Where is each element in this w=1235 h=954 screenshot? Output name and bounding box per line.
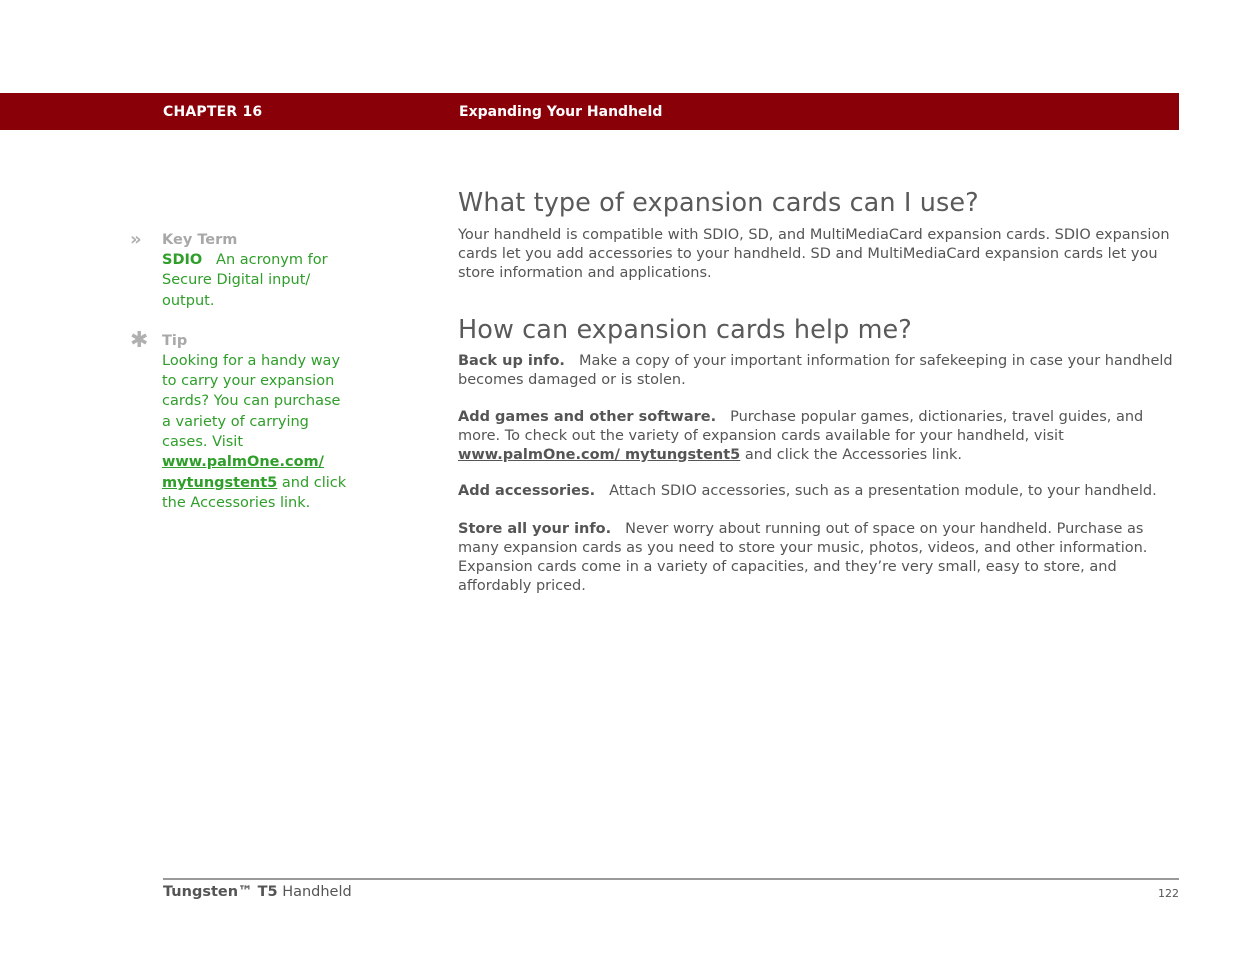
key-term-heading: Key Term (162, 232, 238, 248)
footer-product-name: Tungsten™ T5 (163, 884, 278, 900)
footer-product-suffix: Handheld (282, 884, 352, 900)
key-term-block (130, 230, 360, 311)
tip-text-after: and click the Accessories link. (162, 474, 347, 511)
help-item-text: Attach SDIO accessories, such as a presentation module, to your handheld. (609, 483, 1157, 500)
help-item-lead: Add games and other software. (458, 408, 717, 425)
main-content (458, 185, 1180, 595)
tip-block (130, 327, 360, 513)
section-heading-card-help: How can expansion cards help me? (458, 315, 912, 346)
footer-product (163, 884, 352, 900)
help-item-lead: Add accessories. (458, 483, 596, 500)
double-chevron-icon: » (130, 229, 142, 250)
help-item-lead: Back up info. (458, 353, 565, 370)
section-heading-card-types: What type of expansion cards can I use? (458, 188, 979, 218)
section-body-card-types: Your handheld is compatible with SDIO, SD, and MultiMediaCard expansion cards. SDIO expansion cards let you add accessories to your handheld. SD and MultiMediaCard expansion cards let you store information and applications. (458, 227, 1170, 281)
footer-divider (163, 878, 1179, 880)
key-term-word: SDIO (162, 252, 203, 268)
tip-heading: Tip (162, 332, 188, 349)
tip-text-before: Looking for a handy way to carry your expansion cards? You can purchase a variety of carrying cases. Visit (162, 352, 341, 451)
chapter-title: Expanding Your Handheld (459, 104, 663, 120)
help-item-lead: Store all your info. (458, 521, 612, 538)
key-term-text (162, 250, 352, 311)
help-item-backup (458, 352, 1180, 390)
tip-link[interactable]: www.palmOne.com/ mytungstent5 (162, 454, 324, 491)
help-item-text: Never worry about running out of space on your handheld. Purchase as many expansion cards as you need to store your music, photos, videos, and other information. Expansion cards come in a variety of capacities, and they’re very small, easy to store, and affordably priced. (458, 521, 1148, 594)
asterisk-icon: ✱ (130, 327, 149, 353)
help-item-text: Make a copy of your important information for safekeeping in case your handheld becomes damaged or is stolen. (458, 353, 1173, 389)
sidebar (130, 230, 360, 513)
help-item-store (458, 520, 1180, 595)
chapter-label: CHAPTER 16 (163, 104, 263, 120)
help-item-accessories (458, 482, 1180, 501)
help-item-text: Purchase popular games, dictionaries, travel guides, and more. To check out the variety of expansion cards available for your handheld, visit (458, 408, 1144, 444)
help-item-games (458, 408, 1180, 464)
palmone-link[interactable]: www.palmOne.com/ mytungstent5 (458, 446, 741, 463)
tip-text (162, 351, 352, 513)
key-term-definition: An acronym for Secure Digital input/ output. (162, 252, 328, 309)
help-item-text-after: and click the Accessories link. (744, 446, 963, 463)
page-number: 122 (1158, 887, 1179, 900)
